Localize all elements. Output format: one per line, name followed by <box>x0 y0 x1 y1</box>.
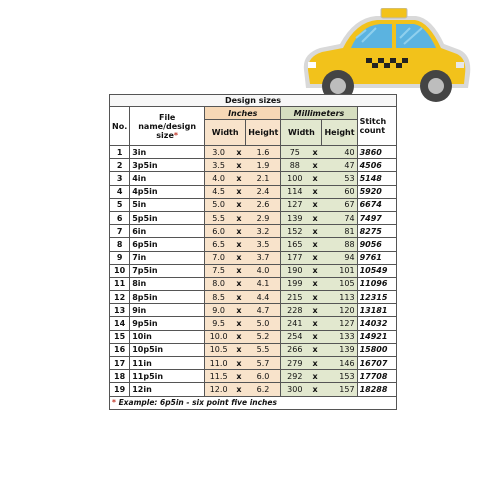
table-row <box>110 251 397 264</box>
mm-height-cell: 105 <box>322 277 357 290</box>
mm-separator: x <box>308 330 322 343</box>
stitch-count-cell: 6674 <box>357 198 396 211</box>
table-row <box>110 317 397 330</box>
row-number: 1 <box>110 146 130 159</box>
inches-separator: x <box>232 185 246 198</box>
row-number: 7 <box>110 225 130 238</box>
inches-width-cell: 7.5 <box>205 264 233 277</box>
mm-separator: x <box>308 370 322 383</box>
inches-separator: x <box>232 225 246 238</box>
mm-width-cell: 177 <box>281 251 308 264</box>
mm-height-cell: 133 <box>322 330 357 343</box>
mm-separator: x <box>308 264 322 277</box>
file-name-cell: 6p5in <box>130 238 205 251</box>
file-name-cell: 8p5in <box>130 291 205 304</box>
row-number: 6 <box>110 211 130 224</box>
mm-width-cell: 266 <box>281 343 308 356</box>
mm-width-cell: 127 <box>281 198 308 211</box>
mm-height-cell: 88 <box>322 238 357 251</box>
row-number: 19 <box>110 383 130 396</box>
mm-height-cell: 139 <box>322 343 357 356</box>
mm-height-cell: 94 <box>322 251 357 264</box>
file-name-cell: 3in <box>130 146 205 159</box>
inches-separator: x <box>232 198 246 211</box>
inches-separator: x <box>232 370 246 383</box>
inches-separator: x <box>232 159 246 172</box>
mm-height-cell: 146 <box>322 357 357 370</box>
inches-height-cell: 3.2 <box>246 225 281 238</box>
inches-separator: x <box>232 304 246 317</box>
file-name-cell: 9p5in <box>130 317 205 330</box>
mm-separator: x <box>308 238 322 251</box>
mm-width-cell: 152 <box>281 225 308 238</box>
mm-height-cell: 157 <box>322 383 357 396</box>
row-number: 18 <box>110 370 130 383</box>
table-row <box>110 383 397 396</box>
row-number: 16 <box>110 343 130 356</box>
mm-width-cell: 190 <box>281 264 308 277</box>
design-sizes-table <box>109 94 397 410</box>
table-row <box>110 211 397 224</box>
stitch-count-cell: 15800 <box>357 343 396 356</box>
inches-height-cell: 5.7 <box>246 357 281 370</box>
table-row <box>110 277 397 290</box>
row-number: 12 <box>110 291 130 304</box>
mm-separator: x <box>308 304 322 317</box>
inches-width-cell: 7.0 <box>205 251 233 264</box>
inches-width-cell: 4.0 <box>205 172 233 185</box>
mm-width-cell: 139 <box>281 211 308 224</box>
mm-height-cell: 60 <box>322 185 357 198</box>
header-stitch-count: Stitch count <box>357 107 396 146</box>
mm-height-cell: 113 <box>322 291 357 304</box>
inches-width-cell: 8.5 <box>205 291 233 304</box>
table-row <box>110 357 397 370</box>
header-millimeters: Millimeters <box>281 107 357 120</box>
stitch-count-cell: 14921 <box>357 330 396 343</box>
file-name-cell: 12in <box>130 383 205 396</box>
header-mm-width: Width <box>281 120 322 146</box>
footnote-text: Example: 6p5in - six point five inches <box>118 398 277 408</box>
inches-height-cell: 2.6 <box>246 198 281 211</box>
mm-separator: x <box>308 357 322 370</box>
taxi-illustration <box>296 8 474 108</box>
stitch-count-cell: 5148 <box>357 172 396 185</box>
mm-separator: x <box>308 383 322 396</box>
mm-width-cell: 279 <box>281 357 308 370</box>
file-name-cell: 10in <box>130 330 205 343</box>
mm-width-cell: 100 <box>281 172 308 185</box>
inches-height-cell: 4.0 <box>246 264 281 277</box>
row-number: 13 <box>110 304 130 317</box>
mm-height-cell: 153 <box>322 370 357 383</box>
mm-width-cell: 292 <box>281 370 308 383</box>
inches-height-cell: 1.6 <box>246 146 281 159</box>
header-inches-height: Height <box>246 120 281 146</box>
table-row <box>110 159 397 172</box>
inches-width-cell: 5.5 <box>205 211 233 224</box>
mm-separator: x <box>308 291 322 304</box>
mm-height-cell: 40 <box>322 146 357 159</box>
inches-height-cell: 2.4 <box>246 185 281 198</box>
stitch-count-cell: 12315 <box>357 291 396 304</box>
file-name-cell: 7in <box>130 251 205 264</box>
table-row <box>110 225 397 238</box>
inches-width-cell: 10.0 <box>205 330 233 343</box>
row-number: 14 <box>110 317 130 330</box>
inches-separator: x <box>232 357 246 370</box>
mm-width-cell: 75 <box>281 146 308 159</box>
mm-width-cell: 215 <box>281 291 308 304</box>
footnote: * Example: 6p5in - six point five inches <box>110 396 397 409</box>
inches-separator: x <box>232 264 246 277</box>
mm-height-cell: 101 <box>322 264 357 277</box>
stitch-count-cell: 9761 <box>357 251 396 264</box>
table-row <box>110 185 397 198</box>
mm-separator: x <box>308 146 322 159</box>
inches-width-cell: 3.0 <box>205 146 233 159</box>
inches-width-cell: 9.0 <box>205 304 233 317</box>
stitch-count-cell: 13181 <box>357 304 396 317</box>
header-file-name: File name/design size* <box>130 107 205 146</box>
row-number: 9 <box>110 251 130 264</box>
inches-separator: x <box>232 291 246 304</box>
table-row <box>110 291 397 304</box>
inches-height-cell: 2.9 <box>246 211 281 224</box>
inches-height-cell: 2.1 <box>246 172 281 185</box>
inches-separator: x <box>232 172 246 185</box>
mm-separator: x <box>308 317 322 330</box>
inches-separator: x <box>232 317 246 330</box>
mm-width-cell: 254 <box>281 330 308 343</box>
inches-width-cell: 4.5 <box>205 185 233 198</box>
stitch-count-cell: 10549 <box>357 264 396 277</box>
stitch-count-cell: 16707 <box>357 357 396 370</box>
inches-separator: x <box>232 343 246 356</box>
inches-separator: x <box>232 330 246 343</box>
mm-separator: x <box>308 198 322 211</box>
table-row <box>110 198 397 211</box>
mm-width-cell: 228 <box>281 304 308 317</box>
inches-height-cell: 4.1 <box>246 277 281 290</box>
file-name-cell: 6in <box>130 225 205 238</box>
inches-width-cell: 9.5 <box>205 317 233 330</box>
row-number: 11 <box>110 277 130 290</box>
inches-separator: x <box>232 277 246 290</box>
inches-width-cell: 11.0 <box>205 357 233 370</box>
mm-separator: x <box>308 172 322 185</box>
inches-separator: x <box>232 383 246 396</box>
mm-height-cell: 53 <box>322 172 357 185</box>
mm-separator: x <box>308 159 322 172</box>
header-no: No. <box>110 107 130 146</box>
row-number: 5 <box>110 198 130 211</box>
table-row <box>110 370 397 383</box>
inches-height-cell: 6.0 <box>246 370 281 383</box>
file-name-cell: 11in <box>130 357 205 370</box>
inches-width-cell: 5.0 <box>205 198 233 211</box>
file-name-cell: 7p5in <box>130 264 205 277</box>
inches-height-cell: 1.9 <box>246 159 281 172</box>
inches-separator: x <box>232 211 246 224</box>
row-number: 8 <box>110 238 130 251</box>
inches-height-cell: 4.4 <box>246 291 281 304</box>
table-row <box>110 146 397 159</box>
mm-width-cell: 114 <box>281 185 308 198</box>
table-title: Design sizes <box>110 95 397 107</box>
stitch-count-cell: 3860 <box>357 146 396 159</box>
stitch-count-cell: 7497 <box>357 211 396 224</box>
mm-width-cell: 88 <box>281 159 308 172</box>
inches-width-cell: 6.5 <box>205 238 233 251</box>
footnote-marker: * <box>173 130 179 140</box>
mm-width-cell: 165 <box>281 238 308 251</box>
mm-width-cell: 241 <box>281 317 308 330</box>
file-name-cell: 4in <box>130 172 205 185</box>
mm-height-cell: 120 <box>322 304 357 317</box>
stitch-count-cell: 4506 <box>357 159 396 172</box>
stitch-count-cell: 17708 <box>357 370 396 383</box>
inches-width-cell: 6.0 <box>205 225 233 238</box>
row-number: 10 <box>110 264 130 277</box>
inches-height-cell: 4.7 <box>246 304 281 317</box>
inches-width-cell: 10.5 <box>205 343 233 356</box>
file-name-cell: 3p5in <box>130 159 205 172</box>
mm-width-cell: 300 <box>281 383 308 396</box>
inches-separator: x <box>232 251 246 264</box>
mm-height-cell: 47 <box>322 159 357 172</box>
header-inches-width: Width <box>205 120 246 146</box>
mm-width-cell: 199 <box>281 277 308 290</box>
table-row <box>110 304 397 317</box>
mm-separator: x <box>308 225 322 238</box>
header-mm-height: Height <box>322 120 357 146</box>
mm-height-cell: 74 <box>322 211 357 224</box>
header-inches: Inches <box>205 107 281 120</box>
inches-width-cell: 8.0 <box>205 277 233 290</box>
mm-separator: x <box>308 211 322 224</box>
stitch-count-cell: 5920 <box>357 185 396 198</box>
row-number: 3 <box>110 172 130 185</box>
file-name-cell: 5in <box>130 198 205 211</box>
row-number: 2 <box>110 159 130 172</box>
inches-height-cell: 3.7 <box>246 251 281 264</box>
inches-separator: x <box>232 146 246 159</box>
stitch-count-cell: 18288 <box>357 383 396 396</box>
table-row <box>110 330 397 343</box>
file-name-cell: 11p5in <box>130 370 205 383</box>
mm-height-cell: 127 <box>322 317 357 330</box>
file-name-cell: 8in <box>130 277 205 290</box>
mm-separator: x <box>308 251 322 264</box>
file-name-cell: 4p5in <box>130 185 205 198</box>
file-name-cell: 10p5in <box>130 343 205 356</box>
inches-height-cell: 3.5 <box>246 238 281 251</box>
inches-height-cell: 5.5 <box>246 343 281 356</box>
mm-separator: x <box>308 343 322 356</box>
stitch-count-cell: 9056 <box>357 238 396 251</box>
row-number: 4 <box>110 185 130 198</box>
mm-height-cell: 67 <box>322 198 357 211</box>
inches-width-cell: 11.5 <box>205 370 233 383</box>
mm-height-cell: 81 <box>322 225 357 238</box>
inches-width-cell: 3.5 <box>205 159 233 172</box>
stitch-count-cell: 14032 <box>357 317 396 330</box>
table-row <box>110 172 397 185</box>
file-name-cell: 9in <box>130 304 205 317</box>
inches-height-cell: 5.2 <box>246 330 281 343</box>
row-number: 15 <box>110 330 130 343</box>
stitch-count-cell: 11096 <box>357 277 396 290</box>
inches-height-cell: 6.2 <box>246 383 281 396</box>
inches-separator: x <box>232 238 246 251</box>
inches-width-cell: 12.0 <box>205 383 233 396</box>
table-row <box>110 238 397 251</box>
inches-height-cell: 5.0 <box>246 317 281 330</box>
mm-separator: x <box>308 185 322 198</box>
file-name-cell: 5p5in <box>130 211 205 224</box>
row-number: 17 <box>110 357 130 370</box>
table-row <box>110 264 397 277</box>
mm-separator: x <box>308 277 322 290</box>
table-row <box>110 343 397 356</box>
stitch-count-cell: 8275 <box>357 225 396 238</box>
